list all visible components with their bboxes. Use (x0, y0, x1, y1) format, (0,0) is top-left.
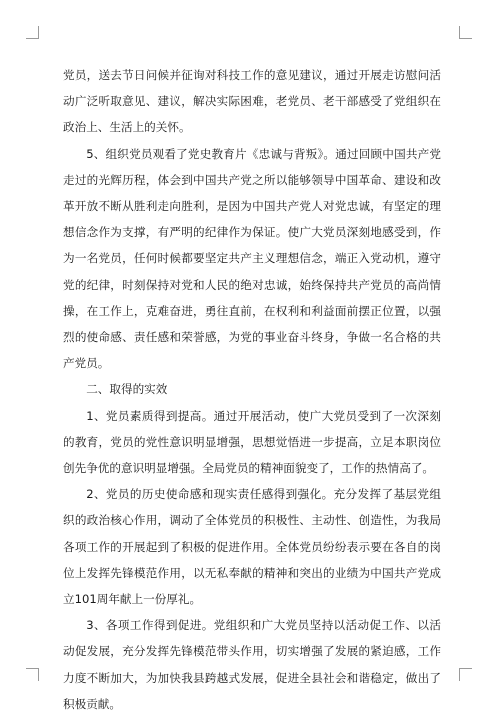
document-body (63, 62, 441, 717)
paragraph-continuation: 党员，送去节日问候并征询对科技工作的意见建议，通过开展走访慰问活动广泛听取意见、建议，解决实际困难，老党员、老干部感受了党组织在政治上、生活上的关怀。 (63, 68, 441, 135)
crop-mark-bottom-right (459, 668, 472, 681)
paragraph-result-2: 2、党员的历史使命感和现实责任感得到强化。充分发挥了基层党组织的政治核心作用，调动了全体党员的积极性、主动性、创造性，为我局各项工作的开展起到了积极的促进作用。全体党员纷纷表示要在各自的岗位上发挥先锋模范作用，以无私奉献的精神和突出的业绩为中国共产党成立101周年献上一份厚礼。 (63, 487, 441, 607)
paragraph-result-3: 3、各项工作得到促进。党组织和广大党员坚持以活动促工作、以活动促发展，充分发挥先锋模范带头作用，切实增强了发展的紧迫感，工作力度不断加大，为加快我县跨越式发展，促进全县社会和谐稳定，做出了积极贡献。 (63, 618, 441, 711)
section-heading: 二、取得的实效 (86, 382, 168, 397)
crop-mark-top-left (26, 26, 39, 39)
paragraph-item-5: 5、组织党员观看了党史教育片《忠诚与背叛》。通过回顾中国共产党走过的光辉历程，体会到中国共产党之所以能够领导中国革命、建设和改革开放不断从胜利走向胜利，是因为中国共产党人对党忠诚，有坚定的理想信念作为支撑，有严明的纪律作为保证。使广大党员深刻地感受到，作为一名党员，任何时候都要坚定共产主义理想信念，端正入党动机，遵守党的纪律，时刻保持对党和人民的绝对忠诚，始终保持共产党员的高尚情操，在工作上，克难奋进，勇往直前，在权利和利益面前摆正位置，以强烈的使命感、责任感和荣誉感，为党的事业奋斗终身，争做一名合格的共产党员。 (63, 146, 441, 371)
crop-mark-top-right (459, 26, 472, 39)
crop-mark-bottom-left (26, 668, 39, 681)
paragraph-result-1: 1、党员素质得到提高。通过开展活动，使广大党员受到了一次深刻的教育，党员的党性意识明显增强，思想觉悟进一步提高，立足本职岗位创先争优的意识明显增强。全局党员的精神面貌变了，工作的热情高了。 (63, 408, 441, 476)
